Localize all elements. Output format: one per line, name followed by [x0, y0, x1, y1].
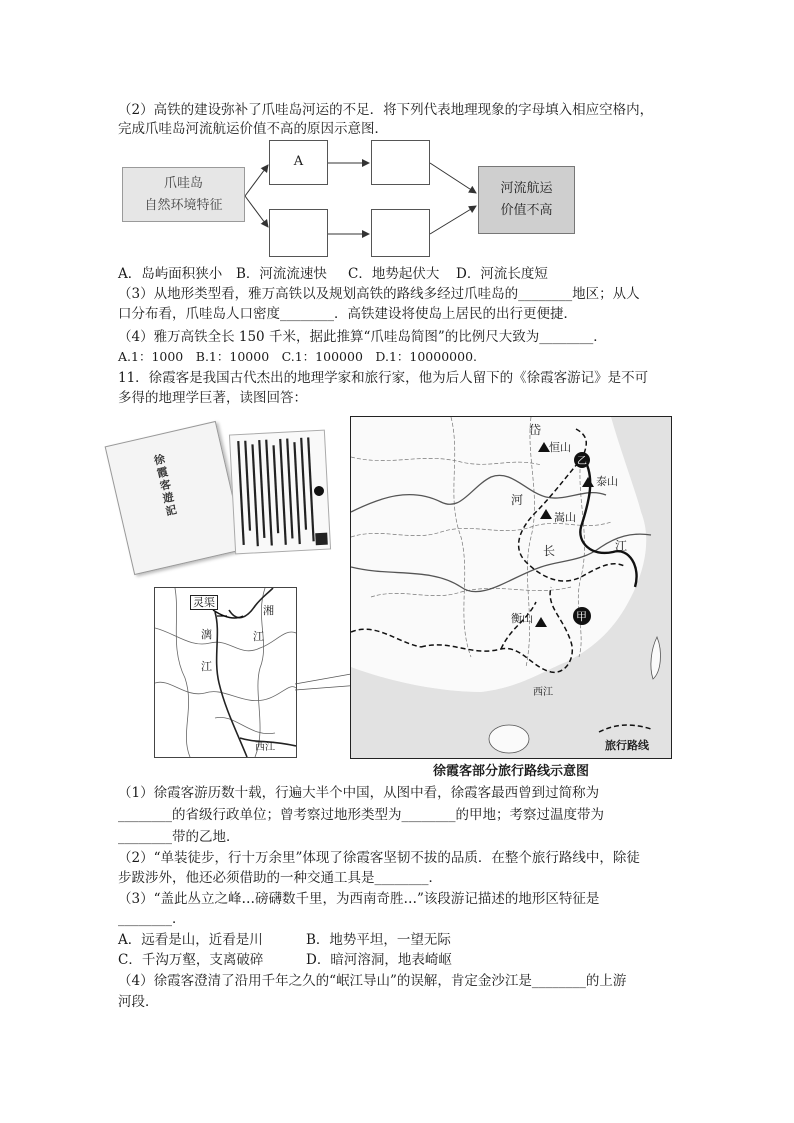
- map-caption: 徐霞客部分旅行路线示意图: [433, 764, 590, 779]
- result-box-line1: 河流航运: [500, 181, 553, 196]
- label-he: 河: [511, 493, 524, 507]
- q11-part1-line2: ________的省级行政单位；曾考察过地形类型为________的甲地；考察过温度带为: [118, 807, 604, 823]
- q11-part2-line1: （2）“单装徒步，行十万余里”体现了徐霞客坚韧不拔的品质．在整个旅行路线中，除徒: [118, 850, 640, 866]
- label-xijiang: 西江: [533, 687, 553, 698]
- route-map-drawing: [351, 417, 671, 758]
- option-c: C．地势起伏大: [348, 266, 440, 282]
- q10-part2-line1: （2）高铁的建设弥补了爪哇岛河运的不足．将下列代表地理现象的字母填入相应空格内，: [118, 102, 654, 118]
- q11-part3-line1: （3）“盖此丛立之峰…磅礴数千里，为西南奇胜…”该段游记描述的地形区特征是: [118, 891, 600, 907]
- q11-option-a: A．远看是山，近看是川: [118, 932, 263, 948]
- label-hengshan-south: 衡山: [511, 612, 533, 625]
- q11-part3-options-row1: [118, 931, 451, 949]
- q11-part4-line2: 河段．: [118, 994, 159, 1010]
- box-a: A: [269, 140, 328, 185]
- label-dai: 岱: [529, 423, 542, 437]
- inset-xijiang-label: 西江: [255, 742, 275, 753]
- option-b: B．河流流速快: [236, 266, 327, 282]
- inset-li-label: 漓: [201, 628, 212, 641]
- q10-part2-line2: 完成爪哇岛河流航运价值不高的原因示意图．: [118, 121, 388, 137]
- q11-part2-line2: 步跋涉外，他还必须借助的一种交通工具是________．: [118, 870, 442, 886]
- label-taishan: 泰山: [596, 475, 618, 488]
- q11-option-c: C．千沟万壑，支离破碎: [118, 952, 264, 968]
- q10-part4-line1: （4）雅万高铁全长 150 千米，据此推算“爪哇岛简图”的比例尺大致为________．: [118, 329, 607, 345]
- inset-jiang2-label: 江: [253, 630, 264, 643]
- label-hengshan-north: 恒山: [549, 441, 571, 454]
- q10-part4-options: A.1：1000 B.1：10000 C.1：100000 D.1：10000000.: [118, 349, 478, 364]
- label-songshan: 嵩山: [554, 511, 576, 524]
- q11-intro-line2: 多得的地理学巨著，读图回答：: [118, 390, 307, 406]
- label-jia: 甲: [576, 610, 587, 623]
- legend-label: 旅行路线: [605, 739, 649, 752]
- inset-xiang-label: 湘: [263, 604, 274, 617]
- option-a: A．岛屿面积狭小: [118, 266, 223, 282]
- q11-intro-line1: 11．徐霞客是我国古代杰出的地理学家和旅行家，他为后人留下的《徐霞客游记》是不可: [118, 370, 649, 386]
- inset-jiang-label: 江: [201, 660, 212, 673]
- label-yi: 乙: [577, 456, 587, 467]
- q11-part1-line1: （1）徐霞客游历数十载，行遍大半个中国，从图中看，徐霞客最西曾到过简称为: [118, 785, 600, 801]
- q10-part3-line1: （3）从地形类型看，雅万高铁以及规划高铁的路线多经过爪哇岛的________地区；从人: [118, 286, 640, 302]
- q11-option-d: D．暗河溶洞，地表崎岖: [306, 952, 452, 968]
- route-map: [350, 416, 672, 759]
- q11-part3-options-row2: [118, 951, 452, 969]
- option-d: D．河流长度短: [456, 266, 548, 282]
- q11-part1-line3: ________带的乙地．: [118, 829, 240, 845]
- environment-box-line1: 爪哇岛: [163, 175, 203, 191]
- q11-part3-line2: ________．: [118, 911, 186, 927]
- environment-box-line2: 自然环境特征: [144, 197, 223, 213]
- label-jiang: 江: [615, 539, 628, 553]
- q10-part3-line2: 口分布看，爪哇岛人口密度________．高铁建设将使岛上居民的出行更便捷．: [118, 306, 577, 322]
- q11-part4-line1: （4）徐霞客澄清了沿用千年之久的“岷江导山”的误解，肯定金沙江是________的上游: [118, 973, 627, 989]
- label-chang: 长: [543, 544, 556, 558]
- book-cover-title: 徐霞客遊記: [152, 452, 179, 519]
- q11-option-b: B．地势平坦，一望无际: [306, 932, 451, 948]
- result-box-line2: 价值不高: [500, 203, 553, 218]
- lingqu-label: 灵渠: [190, 595, 218, 610]
